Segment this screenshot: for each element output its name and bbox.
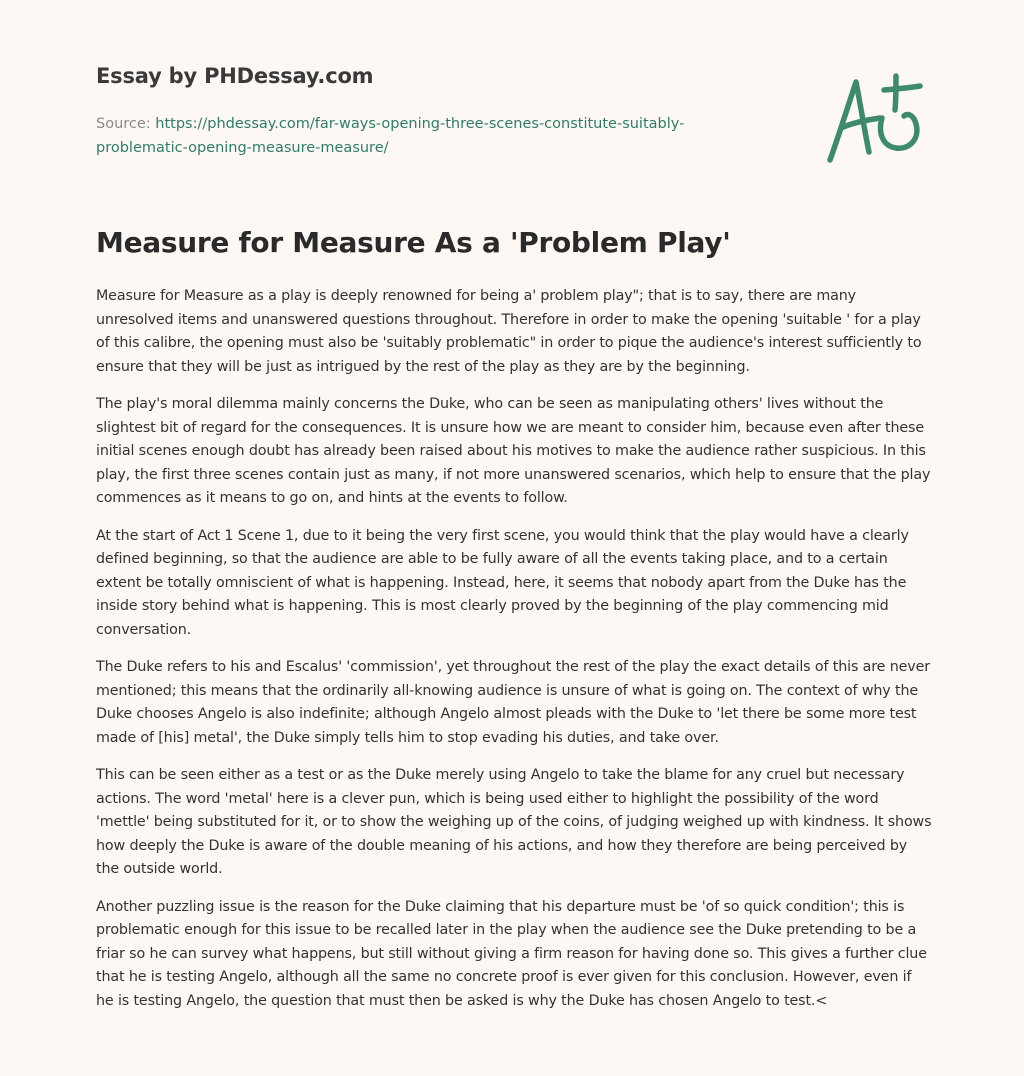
paragraph: The Duke refers to his and Escalus' 'commission', yet throughout the rest of the play the exact details of this are never mentioned; this means that the ordinarily all-knowing audience is unsure of what is going on. The context of why the Duke chooses Angelo is also indefinite; although Angelo almost pleads with the Duke to 'let there be some more test made of [his] metal', the Duke simply tells him to stop evading his duties, and take over.: [96, 659, 930, 746]
paragraph: Another puzzling issue is the reason for the Duke claiming that his departure must be 'of so quick condition'; this is problematic enough for this issue to be recalled later in the play when the audience see the Duke pretending to be a friar so he can survey what happens, but still without giving a firm reason for having done so. This gives a further clue that he is testing Angelo, although all the same no concrete proof is ever given for this conclusion. However, even if he is testing Angelo, the question that must then be asked is why the Duke has chosen Angelo to test.<: [96, 898, 927, 1009]
article-body: [96, 285, 932, 1027]
paragraph: At the start of Act 1 Scene 1, due to it being the very first scene, you would think that the play would have a clearly defined beginning, so that the audience are able to be fully aware of all the events taking place, and to a certain extent be totally omniscient of what is happening. Instead, here, it seems that nobody apart from the Duke has the inside story behind what is happening. This is most clearly proved by the beginning of the play commencing mid conversation.: [96, 527, 909, 638]
source-line: [96, 112, 736, 160]
source-link[interactable]: https://phdessay.com/far-ways-opening-three-scenes-constitute-suitably-problematic-opening-measure-measure/: [96, 116, 685, 156]
source-label: Source:: [96, 116, 156, 132]
a-plus-logo: [822, 68, 932, 168]
paragraph: The play's moral dilemma mainly concerns the Duke, who can be seen as manipulating others' lives without the slightest bit of regard for the consequences. It is unsure how we are meant to consider him, because even after these initial scenes enough doubt has already been raised about his motives to make the audience rather suspicious. In this play, the first three scenes contain just as many, if not more unanswered scenarios, which help to ensure that the play commences as it means to go on, and hints at the events to follow.: [96, 396, 931, 506]
a-plus-logo-icon: [822, 68, 932, 168]
paragraph: This can be seen either as a test or as the Duke merely using Angelo to take the blame for any cruel but necessary actions. The word 'metal' here is a clever pun, which is being used either to highlight the possibility of the word 'mettle' being substituted for it, or to show the weighing up of the coins, of judging weighed up with kindness. It shows how deeply the Duke is aware of the double meaning of his actions, and how they therefore are being perceived by the outside world.: [96, 767, 932, 877]
paragraph: Measure for Measure as a play is deeply renowned for being a' problem play"; that is to say, there are many unresolved items and unanswered questions throughout. Therefore in order to make the opening 'suitable ' for a play of this calibre, the opening must also be 'suitably problematic" in order to pique the audience's interest sufficiently to ensure that they will be just as intrigued by the rest of the play as they are by the beginning.: [96, 288, 922, 375]
site-brand: Essay by PHDessay.com: [96, 64, 374, 88]
article-title: Measure for Measure As a 'Problem Play': [96, 226, 731, 259]
